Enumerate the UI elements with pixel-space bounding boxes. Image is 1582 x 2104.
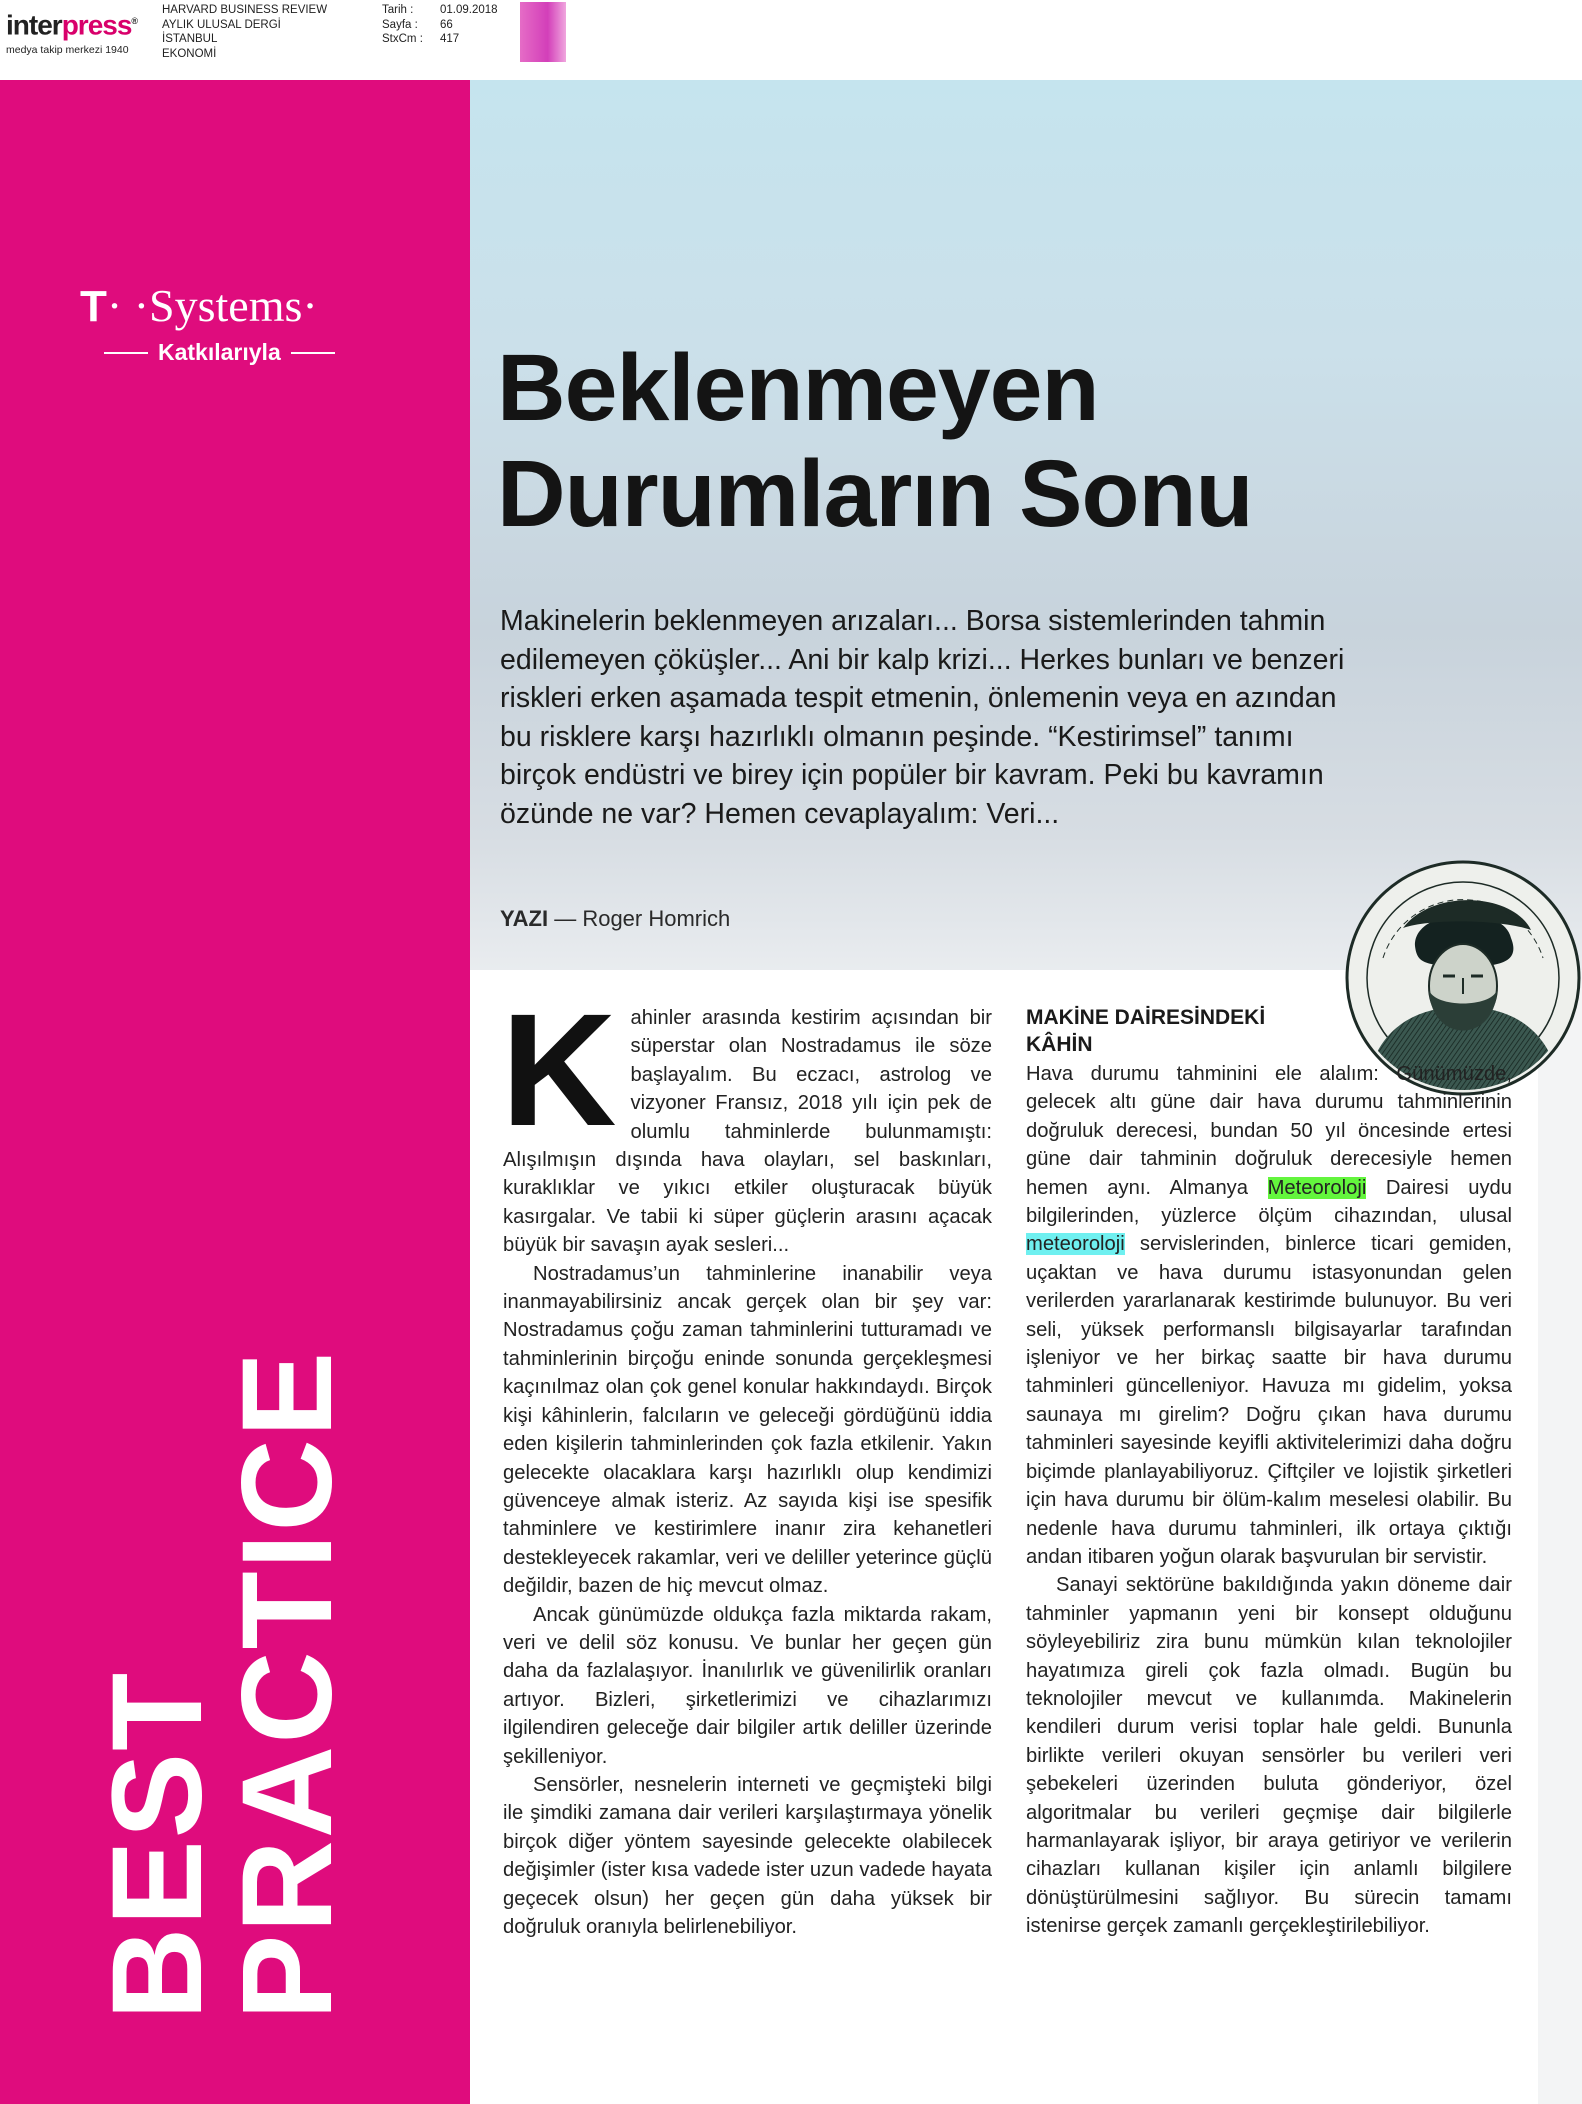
registered-mark: ® <box>131 16 138 26</box>
logo-subtitle: medya takip merkezi 1940 <box>6 44 129 57</box>
byline <box>500 906 730 932</box>
byline-author: Roger Homrich <box>582 906 731 931</box>
paragraph-6: Sanayi sektörüne bakıldığında yakın döneme dair tahminler yapmanın yeni bir konsept olduğunu söyleyebiliriz zira bunu mümkün kılan teknolojiler hayatımıza gireli çok fazla olmadı. Bugün bu teknolojiler mevcut ve kullanımda. Makinelerin kendileri durum verisi toplar hale geldi. Bununla birlikte verileri okuyan sensörler bu verileri veri şebekeleri üzerinden buluta gönderiyor, özel algoritmalar bu verileri geçmişe dair bilgilerle harmanlayarak işliyor, bir araya getiriyor ve verilerin cihazları kullanan kişiler için anlamlı bilgilere dönüştürülmesini sağlıyor. Bu sürecin tamamı istenirse gerçek zamanlı gerçekleştirilebiliyor. <box>1026 1574 1512 1938</box>
logo-inter-text: inter <box>6 9 62 41</box>
systems-word: Systems <box>149 280 303 331</box>
paragraph-5 <box>1026 1060 1512 1571</box>
right-rule <box>291 352 335 354</box>
t-systems-logo <box>80 280 400 366</box>
publication-category: EKONOMİ <box>162 47 217 60</box>
paragraph-5-part-b: Dairesi uydu bilgilerinden, yüzlerce ölçüm cihazından, ulusal <box>1026 1176 1512 1228</box>
page-edge <box>1538 970 1582 2104</box>
size-value: 417 <box>440 33 460 45</box>
publication-frequency: AYLIK ULUSAL DERGİ <box>162 18 281 31</box>
section-label <box>86 1340 359 2020</box>
section-label-line2: PRACTICE <box>216 1349 359 2020</box>
section-label-line1: BEST <box>86 1670 229 2020</box>
clipping-header <box>0 0 1582 78</box>
headline-line2: Durumların Sonu <box>497 441 1253 547</box>
article-body-left <box>501 980 992 1941</box>
byline-label: YAZI <box>500 906 549 931</box>
publication-name: HARVARD BUSINESS REVIEW <box>162 4 328 16</box>
size-label: StxCm : <box>382 33 423 45</box>
byline-separator: — <box>548 906 583 931</box>
page-value: 66 <box>440 18 453 31</box>
color-swatch <box>520 2 566 62</box>
left-rule <box>104 352 148 354</box>
paragraph-5-part-c: servislerinden, binlerce ticari gemiden, uçaktan ve hava durumu istasyonundan gelen verilerden yararlanarak kestirimde bulunuyor. Bu veri seli, yüksek performanslı bilgisayarlar tarafından işleniyor ve her birkaç saatte bir hava durumu tahminleri güncelleniyor. Havuza mı gidelim, yoksa saunaya mı girelim? Doğru çıkan hava durumu tahminleri sayesinde keyifli aktivitelerimizi daha doğru biçimde planlayabiliyoruz. Çiftçiler ve lojistik şirketleri için hava durumu bir ölüm-kalım meselesi olabilir. Bu nedenle hava durumu tahminleri, ilk ortaya çıktığı andan itibaren yoğun olarak başvurulan bir servistir. <box>1026 1233 1512 1568</box>
publication-info <box>162 3 327 61</box>
date-label: Tarih : <box>382 4 414 16</box>
paragraph-1: ahinler arasında kestirim açısından bir süperstar olan Nostradamus ile söze başlayalım. Bu eczacı, astrolog ve vizyoner Fransız, 2018 yılı için pek de olumlu tahminlerde bulunmamıştı: Alışılmışın dışında hava olayları, sel baskınları, kuraklıklar ve yıkıcı etkiler oluşturacak büyük kasırgalar. Ve tabii ki süper güçlerin arasını açacak büyük bir savaşın ayak sesleri... <box>503 1007 992 1257</box>
section-heading-line2: KÂHİN <box>1026 1033 1093 1056</box>
trailing-dot: · <box>302 280 318 331</box>
sponsor-subtitle: Katkılarıyla <box>158 339 281 365</box>
page-label: Sayfa : <box>382 18 418 31</box>
section-heading-line1: MAKİNE DAİRESİNDEKİ <box>1026 1006 1266 1029</box>
section-heading <box>1026 1004 1512 1058</box>
meta-labels <box>382 3 423 47</box>
interpress-logo <box>6 6 146 56</box>
meta-values <box>440 3 498 47</box>
lede: Makinelerin beklenmeyen arızaları... Borsa sistemlerinden tahmin edilemeyen çöküşler... Ani bir kalp krizi... Herkes bunları ve benzeri riskleri erken aşamada tespit etmenin, önlemenin veya en azından bu risklere karşı hazırlıklı olmanın peşinde. “Kestirimsel” tanımı birçok endüstri ve birey için popüler bir kavram. Peki bu kavramın özünde ne var? Hemen cevaplayalım: Veri... <box>500 605 1345 830</box>
paragraph-2: Nostradamus’un tahminlerine inanabilir veya inanmayabilirsiniz ancak gerçek olan bir şey var: Nostradamus çoğu zaman tahminlerini tutturamadı ve tahminlerinin birçoğu eninde sonunda gerçekleşmesi kaçınılmaz olan çok genel konular hakkındaydı. Birçok kişi kâhinlerin, falcıların ve geleceği gördüğünü iddia eden kişilerin tahminlerinden çok fazla etkilenir. Yakın gelecekte olacaklara karşı hazırlıklı olup kendimizi güvenceye almak isteriz. Az sayıda kişi ise spesifik tahminlere ve kestirimlere inanır zira kehanetleri destekleyecek rakamlar, veri ve deliller yeterince güçlü değildir, bazen de hiç mevcut olmaz. <box>503 1262 992 1598</box>
logo-dots: · · <box>106 280 150 331</box>
article-body-right <box>1026 1004 1512 1941</box>
highlighted-term-meteoroloji-2: meteoroloji <box>1026 1233 1125 1256</box>
paragraph-4: Sensörler, nesnelerin interneti ve geçmişteki bilgi ile şimdiki zamana dair verileri karşılaştırmaya yönelik birçok diğer yöntem sayesinde gelecekte olabilecek değişimler (ister kısa vadede ister uzun vadede hayata geçecek olsun) her geçen gün daha yüksek bir doğruluk oranıyla belirlenebiliyor. <box>503 1773 992 1938</box>
date-value: 01.09.2018 <box>440 4 498 16</box>
paragraph-3: Ancak günümüzde oldukça fazla miktarda rakam, veri ve delil söz konusu. Ve bunlar her geçen gün daha da fazlalaşıyor. İnanılırlık ve güvenilirlik oranları artıyor. Bizleri, şirketlerimizi ve cihazlarımızı ilgilendiren geleceğe dair bilgiler artık deliller üzerinde şekilleniyor. <box>503 1603 992 1768</box>
t-letter: T <box>80 282 107 331</box>
logo-press-text: press <box>61 9 132 41</box>
headline <box>497 335 1397 547</box>
paragraph-5-part-a: Hava durumu tahminini ele alalım: Günümüzde, gelecek altı güne dair hava durumu tahminlerinin doğruluk derecesi, bundan 50 yıl öncesinde ertesi güne dair tahminin doğruluk derecesiyle hemen hemen aynı. Almanya <box>1026 1063 1512 1199</box>
headline-line1: Beklenmeyen <box>497 335 1099 441</box>
highlighted-term-meteoroloji: Meteoroloji <box>1267 1176 1367 1199</box>
drop-cap: K <box>501 980 617 1159</box>
publication-city: İSTANBUL <box>162 33 218 45</box>
